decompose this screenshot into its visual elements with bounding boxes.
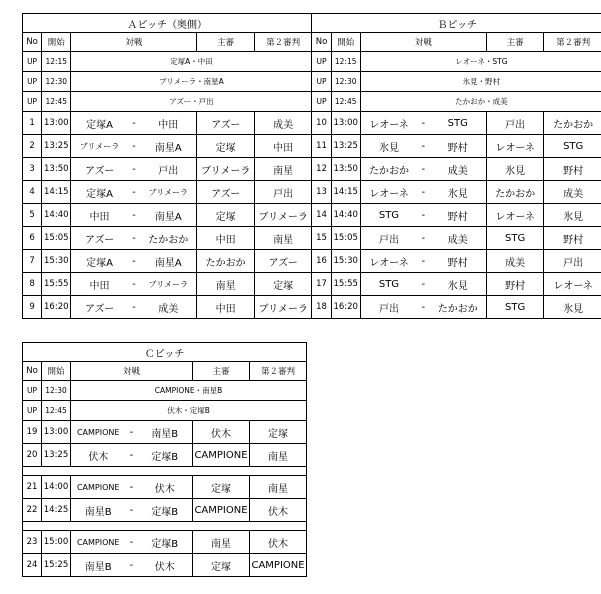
- match-cell: [71, 158, 197, 181]
- row-no: 11: [312, 135, 331, 158]
- team-b: 戸出: [158, 165, 179, 177]
- warmup-row: [23, 401, 307, 421]
- warmup-pairing: CAMPIONE・南星B: [71, 381, 307, 401]
- team-a: CAMPIONE: [76, 482, 120, 492]
- spacer-cell: [23, 467, 307, 476]
- header-row: [23, 33, 601, 52]
- match-pairing: [71, 181, 196, 203]
- match-cell: [71, 273, 197, 296]
- match-pairing: [71, 158, 196, 180]
- team-b: 定塚B: [151, 506, 179, 518]
- referee: レオーネ: [486, 204, 543, 227]
- start-time: 12:15: [331, 52, 360, 72]
- warmup-pairing: レオーネ・STG: [360, 52, 601, 72]
- match-cell: [71, 444, 193, 467]
- header-second-referee: 第２審判: [250, 362, 307, 381]
- referee: たかおか: [486, 181, 543, 204]
- versus-dash: -: [421, 163, 426, 175]
- match-row: [23, 421, 307, 444]
- header-start: 開始: [42, 33, 71, 52]
- versus-dash: -: [132, 163, 136, 175]
- header-referee: 主審: [193, 362, 250, 381]
- team-a: 戸出: [378, 303, 399, 315]
- warmup-pairing: 伏木・定塚B: [71, 401, 307, 421]
- second-referee: ブリメーラ: [254, 204, 312, 227]
- start-time: 13:25: [331, 135, 360, 158]
- team-b: STG: [447, 117, 468, 129]
- team-a: CAMPIONE: [76, 537, 120, 547]
- row-no: UP: [312, 72, 331, 92]
- versus-dash: -: [129, 559, 134, 571]
- referee: CAMPIONE: [193, 499, 250, 522]
- row-no: 3: [23, 158, 42, 181]
- start-time: 12:30: [42, 72, 71, 92]
- second-referee: 野村: [544, 158, 601, 181]
- row-no: UP: [312, 52, 331, 72]
- warmup-pairing: 定塚A・中田: [71, 52, 312, 72]
- start-time: 13:00: [42, 112, 71, 135]
- warmup-row: [23, 381, 307, 401]
- team-b: 南星A: [154, 257, 182, 269]
- match-pairing: [71, 476, 192, 498]
- match-pairing: [71, 135, 196, 157]
- team-a: レオーネ: [369, 257, 409, 269]
- versus-dash: -: [129, 536, 134, 548]
- warmup-pairing: 氷見・野村: [360, 72, 601, 92]
- versus-dash: -: [129, 481, 134, 493]
- referee: 氷見: [486, 158, 543, 181]
- start-time: 15:30: [331, 250, 360, 273]
- second-referee: 成美: [254, 112, 312, 135]
- referee: 中田: [197, 227, 254, 250]
- match-pairing: [361, 273, 486, 295]
- match-cell: [71, 296, 197, 319]
- team-b: 定塚B: [151, 538, 179, 550]
- match-pairing: [71, 444, 192, 466]
- versus-dash: -: [132, 117, 136, 129]
- header-no: No: [312, 33, 331, 52]
- row-no: 15: [312, 227, 331, 250]
- team-a: 中田: [89, 280, 110, 292]
- start-time: 16:20: [331, 296, 360, 319]
- match-pairing: [361, 158, 486, 180]
- row-no: 23: [23, 531, 42, 554]
- warmup-row: [23, 92, 601, 112]
- start-time: 15:30: [42, 250, 71, 273]
- referee: 南星: [193, 531, 250, 554]
- row-no: 24: [23, 554, 42, 577]
- row-no: UP: [23, 401, 42, 421]
- match-cell: [71, 476, 193, 499]
- row-no: UP: [23, 72, 42, 92]
- match-cell: [360, 158, 486, 181]
- team-b: 成美: [158, 303, 179, 315]
- team-a: STG: [378, 209, 400, 221]
- referee: 中田: [197, 296, 254, 319]
- match-cell: [71, 204, 197, 227]
- match-pairing: [71, 112, 196, 134]
- versus-dash: -: [421, 117, 426, 129]
- header-match: 対戦: [360, 33, 486, 52]
- versus-dash: -: [421, 186, 426, 198]
- referee: 戸出: [486, 112, 543, 135]
- match-cell: [360, 250, 486, 273]
- team-b: 氷見: [447, 188, 468, 200]
- team-b: 野村: [447, 211, 468, 223]
- second-referee: 定塚: [250, 421, 307, 444]
- row-no: UP: [23, 52, 42, 72]
- match-pairing: [361, 250, 486, 272]
- start-time: 15:05: [331, 227, 360, 250]
- spacer-cell: [23, 522, 307, 531]
- row-no: 2: [23, 135, 42, 158]
- versus-dash: -: [421, 278, 426, 290]
- match-cell: [360, 227, 486, 250]
- referee: アズー: [197, 112, 254, 135]
- team-a: アズー: [84, 165, 115, 177]
- match-pairing: [71, 554, 192, 576]
- match-pairing: [71, 204, 196, 226]
- row-no: 21: [23, 476, 42, 499]
- second-referee: 定塚: [254, 273, 312, 296]
- header-match: 対戦: [71, 362, 193, 381]
- match-cell: [71, 181, 197, 204]
- match-row: [23, 112, 601, 135]
- team-b: 氷見: [447, 280, 468, 292]
- start-time: 14:40: [42, 204, 71, 227]
- versus-dash: -: [132, 255, 136, 267]
- team-a: アズー: [84, 234, 115, 246]
- match-row: [23, 204, 601, 227]
- second-referee: 南星: [254, 158, 312, 181]
- header-start: 開始: [331, 33, 360, 52]
- row-no: 9: [23, 296, 42, 319]
- second-referee: 氷見: [544, 204, 601, 227]
- referee: 定塚: [193, 476, 250, 499]
- referee: 成美: [486, 250, 543, 273]
- second-referee: 南星: [254, 227, 312, 250]
- start-time: 16:20: [42, 296, 71, 319]
- match-cell: [360, 204, 486, 227]
- match-cell: [71, 112, 197, 135]
- second-referee: STG: [544, 135, 601, 158]
- match-pairing: [71, 273, 196, 295]
- warmup-row: [23, 52, 601, 72]
- referee: 定塚: [193, 554, 250, 577]
- second-referee: たかおか: [544, 112, 601, 135]
- match-cell: [71, 421, 193, 444]
- team-b: 伏木: [154, 561, 175, 573]
- second-referee: 中田: [254, 135, 312, 158]
- team-a: CAMPIONE: [76, 427, 120, 437]
- row-no: 20: [23, 444, 42, 467]
- match-cell: [71, 135, 197, 158]
- team-b: 中田: [158, 119, 179, 131]
- pitch-title-row: [23, 14, 601, 33]
- match-cell: [71, 250, 197, 273]
- versus-dash: -: [132, 278, 136, 290]
- pitch-b-title: Ｂピッチ: [312, 14, 601, 33]
- spacer-row: [23, 467, 307, 476]
- row-no: 13: [312, 181, 331, 204]
- versus-dash: -: [129, 426, 134, 438]
- row-no: 18: [312, 296, 331, 319]
- team-b: ブリメーラ: [148, 279, 189, 289]
- team-b: 野村: [447, 142, 468, 154]
- header-second-referee: 第２審判: [544, 33, 601, 52]
- versus-dash: -: [132, 186, 136, 198]
- match-row: [23, 273, 601, 296]
- pitch-c-body: [23, 343, 307, 577]
- row-no: 1: [23, 112, 42, 135]
- team-a: STG: [378, 278, 400, 290]
- match-row: [23, 227, 601, 250]
- versus-dash: -: [129, 504, 134, 516]
- match-pairing: [71, 296, 196, 318]
- team-b: 伏木: [154, 483, 175, 495]
- row-no: 4: [23, 181, 42, 204]
- team-a: 戸出: [378, 234, 399, 246]
- match-pairing: [361, 112, 486, 134]
- second-referee: 野村: [544, 227, 601, 250]
- match-cell: [71, 499, 193, 522]
- start-time: 15:55: [42, 273, 71, 296]
- start-time: 13:25: [42, 135, 71, 158]
- match-cell: [360, 135, 486, 158]
- start-time: 14:00: [42, 476, 71, 499]
- team-b: 南星B: [151, 428, 179, 440]
- versus-dash: -: [421, 301, 426, 313]
- match-cell: [71, 227, 197, 250]
- team-b: 野村: [447, 257, 468, 269]
- second-referee: 戸出: [254, 181, 312, 204]
- team-a: たかおか: [368, 165, 409, 177]
- match-row: [23, 250, 601, 273]
- referee: 野村: [486, 273, 543, 296]
- team-a: レオーネ: [369, 119, 409, 131]
- match-pairing: [71, 499, 192, 521]
- referee: STG: [486, 296, 543, 319]
- row-no: 8: [23, 273, 42, 296]
- versus-dash: -: [129, 449, 134, 461]
- match-pairing: [71, 421, 192, 443]
- referee: たかおか: [197, 250, 254, 273]
- header-no: No: [23, 33, 42, 52]
- team-a: レオーネ: [369, 188, 409, 200]
- second-referee: ブリメーラ: [254, 296, 312, 319]
- match-cell: [71, 531, 193, 554]
- header-referee: 主審: [197, 33, 254, 52]
- second-referee: 戸出: [544, 250, 601, 273]
- second-referee: CAMPIONE: [250, 554, 307, 577]
- referee: 伏木: [193, 421, 250, 444]
- referee: ブリメーラ: [197, 158, 254, 181]
- start-time: 13:50: [331, 158, 360, 181]
- match-row: [23, 499, 307, 522]
- start-time: 14:40: [331, 204, 360, 227]
- match-row: [23, 444, 307, 467]
- versus-dash: -: [132, 209, 136, 221]
- row-no: 14: [312, 204, 331, 227]
- match-row: [23, 181, 601, 204]
- row-no: 19: [23, 421, 42, 444]
- match-cell: [360, 181, 486, 204]
- start-time: 13:50: [42, 158, 71, 181]
- header-second-referee: 第２審判: [254, 33, 312, 52]
- start-time: 14:15: [331, 181, 360, 204]
- header-no: No: [23, 362, 42, 381]
- match-pairing: [71, 250, 196, 272]
- versus-dash: -: [421, 209, 426, 221]
- row-no: UP: [23, 381, 42, 401]
- referee: レオーネ: [486, 135, 543, 158]
- pitch-c-title: Ｃピッチ: [23, 343, 307, 362]
- match-pairing: [361, 135, 486, 157]
- team-a: 定塚A: [86, 188, 113, 200]
- warmup-pairing: たかおか・成美: [360, 92, 601, 112]
- start-time: 12:15: [42, 52, 71, 72]
- warmup-pairing: ブリメーラ・南星A: [71, 72, 312, 92]
- row-no: 22: [23, 499, 42, 522]
- pitch-ab-body: [23, 14, 601, 319]
- second-referee: 南星: [250, 476, 307, 499]
- match-row: [23, 531, 307, 554]
- pitch-c-schedule-table: [22, 342, 307, 577]
- referee: CAMPIONE: [193, 444, 250, 467]
- referee: 南星: [197, 273, 254, 296]
- header-referee: 主審: [486, 33, 543, 52]
- start-time: 12:45: [42, 92, 71, 112]
- versus-dash: -: [421, 255, 426, 267]
- row-no: 17: [312, 273, 331, 296]
- start-time: 14:25: [42, 499, 71, 522]
- referee: 定塚: [197, 135, 254, 158]
- row-no: 6: [23, 227, 42, 250]
- row-no: UP: [312, 92, 331, 112]
- spacer-row: [23, 522, 307, 531]
- match-pairing: [361, 204, 486, 226]
- start-time: 12:45: [42, 401, 71, 421]
- team-b: ブリメーラ: [148, 187, 189, 197]
- second-referee: 成美: [544, 181, 601, 204]
- versus-dash: -: [421, 232, 426, 244]
- start-time: 12:45: [331, 92, 360, 112]
- match-cell: [360, 273, 486, 296]
- team-a: 南星B: [84, 561, 112, 573]
- team-b: 成美: [447, 165, 468, 177]
- warmup-pairing: アズー・戸出: [71, 92, 312, 112]
- match-pairing: [361, 227, 486, 249]
- start-time: 12:30: [331, 72, 360, 92]
- versus-dash: -: [132, 301, 136, 313]
- start-time: 13:00: [42, 421, 71, 444]
- second-referee: 伏木: [250, 499, 307, 522]
- referee: アズー: [197, 181, 254, 204]
- team-a: ブリメーラ: [79, 141, 120, 151]
- start-time: 13:00: [331, 112, 360, 135]
- second-referee: アズー: [254, 250, 312, 273]
- match-cell: [360, 296, 486, 319]
- team-a: 氷見: [378, 142, 399, 154]
- match-pairing: [71, 227, 196, 249]
- header-match: 対戦: [71, 33, 197, 52]
- team-b: 定塚B: [151, 451, 179, 463]
- versus-dash: -: [132, 140, 136, 152]
- match-pairing: [71, 531, 192, 553]
- team-a: アズー: [84, 303, 115, 315]
- row-no: UP: [23, 92, 42, 112]
- second-referee: 南星: [250, 444, 307, 467]
- second-referee: レオーネ: [544, 273, 601, 296]
- match-row: [23, 554, 307, 577]
- second-referee: 伏木: [250, 531, 307, 554]
- header-start: 開始: [42, 362, 71, 381]
- team-b: たかおか: [148, 234, 189, 246]
- match-pairing: [361, 296, 486, 318]
- start-time: 15:25: [42, 554, 71, 577]
- versus-dash: -: [132, 232, 136, 244]
- referee: 定塚: [197, 204, 254, 227]
- match-pairing: [361, 181, 486, 203]
- match-cell: [71, 554, 193, 577]
- warmup-row: [23, 72, 601, 92]
- referee: STG: [486, 227, 543, 250]
- start-time: 13:25: [42, 444, 71, 467]
- team-a: 伏木: [88, 451, 109, 463]
- row-no: 5: [23, 204, 42, 227]
- pitch-a-title: Ａピッチ（奥側）: [23, 14, 312, 33]
- row-no: 16: [312, 250, 331, 273]
- start-time: 15:05: [42, 227, 71, 250]
- team-a: 定塚A: [86, 257, 113, 269]
- match-row: [23, 296, 601, 319]
- start-time: 12:30: [42, 381, 71, 401]
- versus-dash: -: [421, 140, 426, 152]
- pitch-title-row: [23, 343, 307, 362]
- match-row: [23, 135, 601, 158]
- team-a: 定塚A: [86, 119, 113, 131]
- team-b: 南星A: [154, 142, 182, 154]
- team-a: 南星B: [84, 506, 112, 518]
- start-time: 15:55: [331, 273, 360, 296]
- match-row: [23, 158, 601, 181]
- pitch-ab-schedule-table: [22, 13, 601, 319]
- team-b: 成美: [447, 234, 468, 246]
- row-no: 12: [312, 158, 331, 181]
- row-no: 10: [312, 112, 331, 135]
- second-referee: 氷見: [544, 296, 601, 319]
- header-row: [23, 362, 307, 381]
- team-a: 中田: [89, 211, 110, 223]
- team-b: 南星A: [154, 211, 182, 223]
- start-time: 15:00: [42, 531, 71, 554]
- start-time: 14:15: [42, 181, 71, 204]
- match-row: [23, 476, 307, 499]
- team-b: たかおか: [437, 303, 478, 315]
- match-cell: [360, 112, 486, 135]
- row-no: 7: [23, 250, 42, 273]
